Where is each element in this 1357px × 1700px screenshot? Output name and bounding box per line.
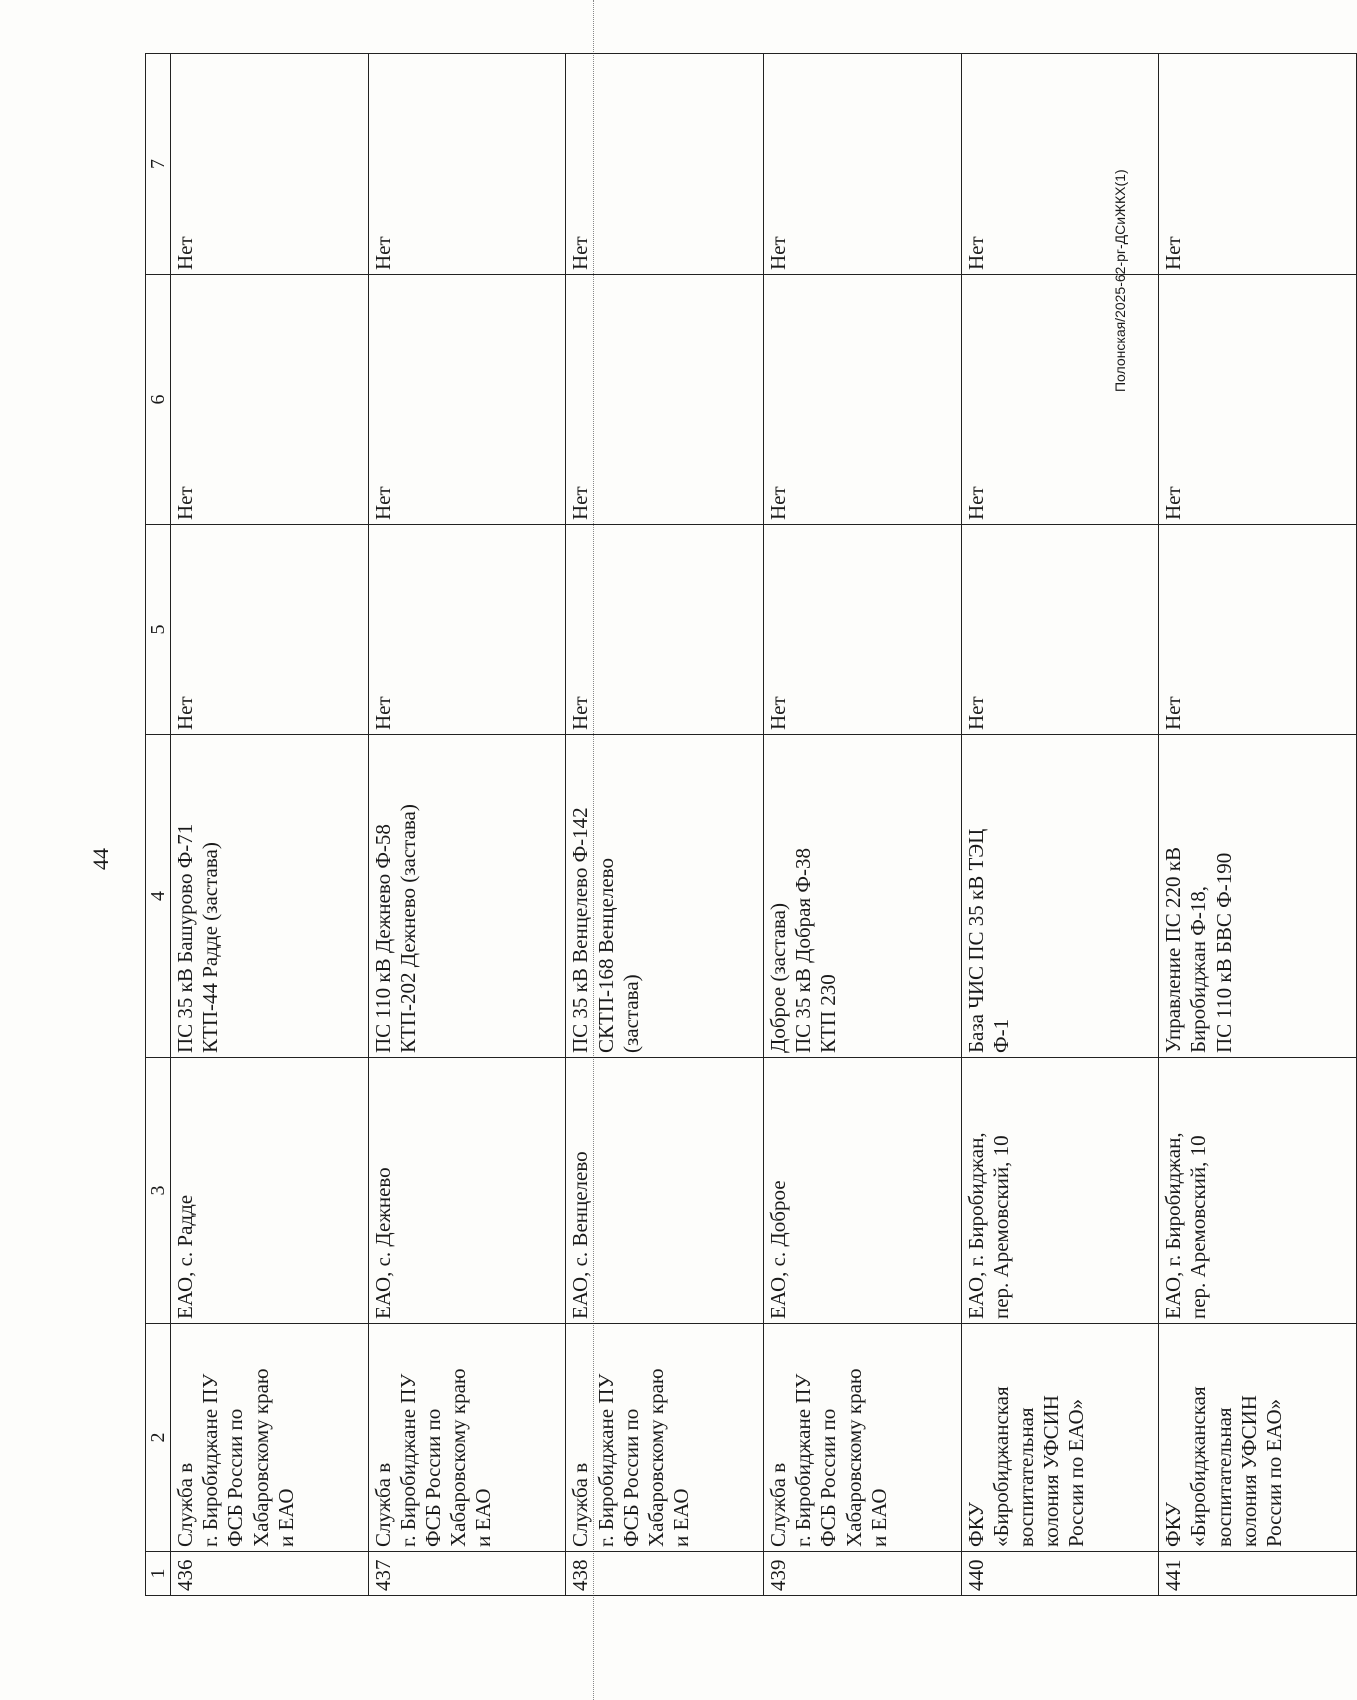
column-7-cell: Нет [566,54,764,275]
column-6-cell: Нет [368,275,566,525]
column-5-cell: Нет [763,525,961,735]
row-number: 438 [566,1552,764,1596]
address-cell: ЕАО, с. Венцелево [566,1058,764,1324]
column-header: 4 [146,735,171,1058]
table-row [961,54,1159,1596]
table-row [566,54,764,1596]
table-row [763,54,961,1596]
document-code: Полонская/2025-62-рг-ДСиЖКХ(1) [1112,169,1128,392]
column-7-cell: Нет [961,54,1159,275]
row-number: 437 [368,1552,566,1596]
column-5-cell: Нет [961,525,1159,735]
feeder-cell: ПС 110 кВ Дежнево Ф-58 КТП-202 Дежнево (застава) [368,735,566,1058]
table-row [368,54,566,1596]
column-header: 1 [146,1552,171,1596]
organization-cell: Служба в г. Биробиджане ПУ ФСБ России по Хабаровскому краю и ЕАО [566,1324,764,1552]
feeder-cell: Доброе (застава) ПС 35 кВ Добрая Ф-38 КТП 230 [763,735,961,1058]
row-number: 441 [1159,1552,1357,1596]
column-6-cell: Нет [171,275,369,525]
organization-cell: Служба в г. Биробиджане ПУ ФСБ России по Хабаровскому краю и ЕАО [763,1324,961,1552]
row-number: 439 [763,1552,961,1596]
organization-cell: ФКУ «Биробиджанская воспитательная колония УФСИН России по ЕАО» [961,1324,1159,1552]
column-6-cell: Нет [961,275,1159,525]
address-cell: ЕАО, с. Доброе [763,1058,961,1324]
column-6-cell: Нет [1159,275,1357,525]
feeder-cell: База ЧИС ПС 35 кВ ТЭЦ Ф-1 [961,735,1159,1058]
data-table [145,53,1357,1596]
header-row [146,54,171,1596]
column-6-cell: Нет [763,275,961,525]
column-7-cell: Нет [368,54,566,275]
address-cell: ЕАО, с. Радде [171,1058,369,1324]
address-cell: ЕАО, г. Биробиджан, пер. Аремовский, 10 [1159,1058,1357,1324]
column-header: 7 [146,54,171,275]
column-5-cell: Нет [171,525,369,735]
column-7-cell: Нет [763,54,961,275]
column-header: 6 [146,275,171,525]
address-cell: ЕАО, г. Биробиджан, пер. Аремовский, 10 [961,1058,1159,1324]
table-container [145,0,1357,1596]
column-7-cell: Нет [1159,54,1357,275]
column-header: 5 [146,525,171,735]
feeder-cell: Управление ПС 220 кВ Биробиджан Ф-18, ПС 110 кВ БВС Ф-190 [1159,735,1357,1058]
row-number: 436 [171,1552,369,1596]
column-header: 2 [146,1324,171,1552]
table-row [171,54,369,1596]
column-5-cell: Нет [566,525,764,735]
organization-cell: Служба в г. Биробиджане ПУ ФСБ России по Хабаровскому краю и ЕАО [171,1324,369,1552]
column-5-cell: Нет [1159,525,1357,735]
organization-cell: ФКУ «Биробиджанская воспитательная колония УФСИН России по ЕАО» [1159,1324,1357,1552]
feeder-cell: ПС 35 кВ Венцелево Ф-142 СКТП-168 Венцелево (застава) [566,735,764,1058]
feeder-cell: ПС 35 кВ Башурово Ф-71 КТП-44 Радде (застава) [171,735,369,1058]
row-number: 440 [961,1552,1159,1596]
page-number: 44 [88,848,113,870]
column-6-cell: Нет [566,275,764,525]
column-5-cell: Нет [368,525,566,735]
column-header: 3 [146,1058,171,1324]
organization-cell: Служба в г. Биробиджане ПУ ФСБ России по Хабаровскому краю и ЕАО [368,1324,566,1552]
table-row [1159,54,1357,1596]
address-cell: ЕАО, с. Дежнево [368,1058,566,1324]
column-7-cell: Нет [171,54,369,275]
